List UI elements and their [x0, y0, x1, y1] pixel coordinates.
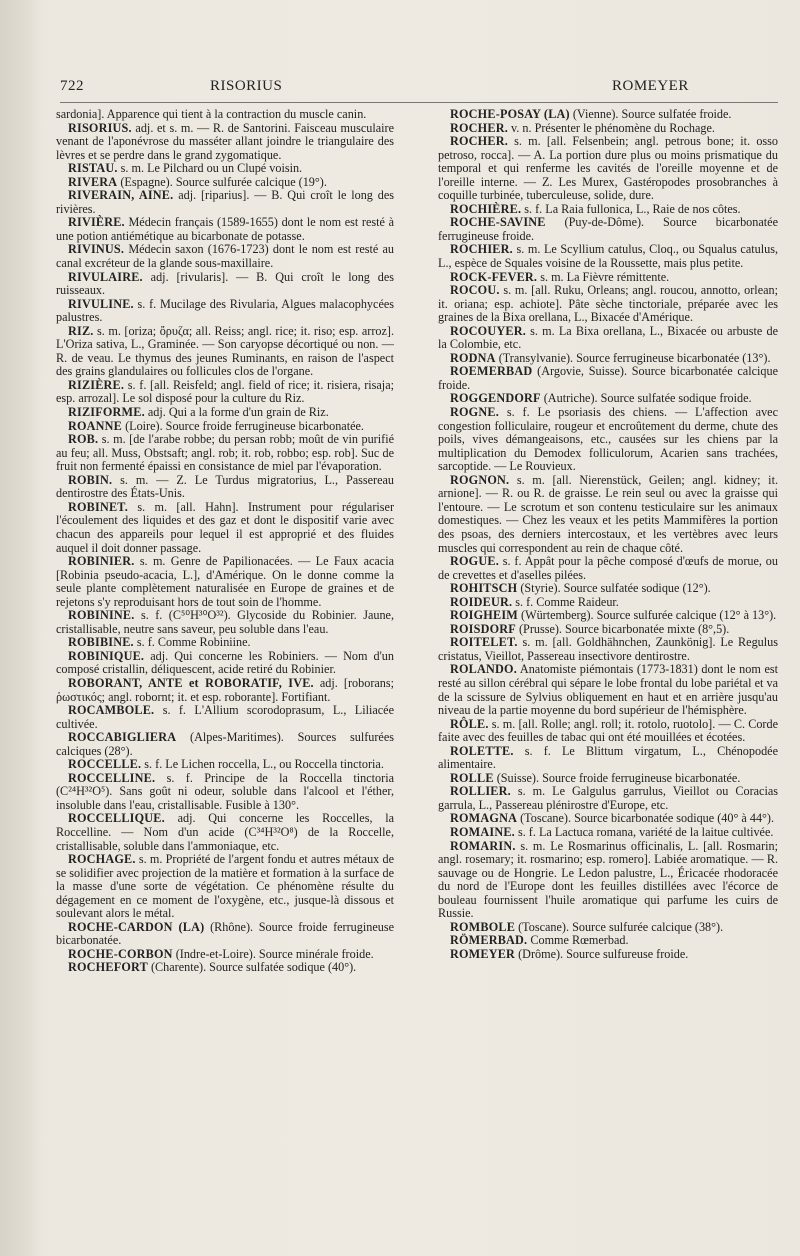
dictionary-entry [56, 961, 394, 975]
entry-headword: ROGUE. [450, 554, 499, 569]
dictionary-entry [56, 677, 394, 704]
entry-headword: ROCHEFORT [68, 960, 148, 975]
entry-definition: s. m. [oriza; ὄρυζα; all. Reiss; angl. rice; it. riso; esp. arroz]. L'Oriza sativa, L., Graminée. — Son caryopse décortiqué ou non. — R. de veau. Le thymus des jeunes Ruminants, en raison de l'aspect des grains glandulaires ou follicules clos de l'organe. [56, 323, 394, 379]
entry-definition: s. f. Le psoriasis des chiens. — L'affection avec congestion folliculaire, rougeur et encroûtement du derme, chute des poils, vives démangeaisons, etc., causées sur les chiens par la multiplication du Demodex folliculorum, Acarien sans trachées, sarcoptide. — Le Rouvieux. [438, 405, 778, 474]
dictionary-entry [438, 243, 778, 270]
entry-headword: ROCOUYER. [450, 323, 526, 338]
entry-definition: Médecin français (1589-1655) dont le nom est resté à une potion antiémétique au bicarbonate de potasse. [56, 215, 394, 243]
dictionary-entry [438, 785, 778, 812]
dictionary-entry [56, 772, 394, 813]
entry-headword: RIVULINE. [68, 296, 134, 311]
entry-definition: s. m. — Z. Le Turdus migratorius, L., Passereau dentirostre des États-Unis. [56, 472, 394, 501]
entry-headword: ROLLIER. [450, 784, 511, 799]
entry-headword: ROCCABIGLIERA [68, 730, 177, 745]
entry-headword: ROGNON. [450, 472, 510, 487]
entry-definition: (Puy-de-Dôme). Source bicarbonatée ferrugineuse froide. [438, 215, 778, 243]
dictionary-entry [438, 365, 778, 392]
entry-definition: (Transylvanie). Source ferrugineuse bicarbonatée (13°). [495, 350, 771, 365]
dictionary-entry [56, 555, 394, 609]
dictionary-entry [438, 663, 778, 717]
entry-headword: RÖMERBAD. [450, 933, 528, 948]
entry-definition: adj. Qui a la forme d'un grain de Riz. [144, 405, 329, 420]
dictionary-entry [438, 636, 778, 663]
entry-headword: ROLETTE. [450, 743, 514, 758]
entry-definition: (Suisse). Source froide ferrugineuse bicarbonatée. [493, 770, 741, 785]
entry-definition: s. f. Mucilage des Rivularia, Algues malacophycées palustres. [56, 296, 394, 325]
dictionary-entry [438, 352, 778, 366]
entry-definition: (Prusse). Source bicarbonatée mixte (8°,5). [515, 621, 730, 636]
dictionary-entry [56, 704, 394, 731]
dictionary-entry [438, 392, 778, 406]
entry-definition: s. f. [all. Reisfeld; angl. field of rice; it. risiera, risaja; esp. arrozal]. Le sol disposé pour la culture du Riz. [56, 377, 394, 406]
dictionary-entry [56, 162, 394, 176]
dictionary-entry [438, 745, 778, 772]
entry-definition: s. m. [all. Nierenstück, Geilen; angl. kidney; it. arnione]. — R. ou R. de graisse. Le rein seul ou avec la graisse qui l'entoure. — Le scrotum et son contenu testiculaire sur les animaux domestiques. — Chez les veaux et les petits Mammifères la portion des psoas, des derniers intercostaux, et les vertèbres avec leurs muscles qui correspondent au rein de chaque côté. [438, 472, 778, 555]
dictionary-entry [56, 474, 394, 501]
entry-headword: ROCHAGE. [68, 852, 136, 867]
entry-definition: (Würtemberg). Source sulfurée calcique (12° à 13°). [517, 608, 777, 623]
entry-definition: s. f. Comme Robiniine. [133, 635, 251, 650]
entry-definition: (Indre-et-Loire). Source minérale froide. [172, 946, 374, 961]
dictionary-entry [56, 636, 394, 650]
dictionary-entry [56, 420, 394, 434]
entry-headword: RIVINUS. [68, 242, 125, 257]
entry-definition: s. f. Principe de la Roccella tinctoria (C²⁴H³²O⁵). Sans goût ni odeur, soluble dans l'alcool et l'éther, insoluble dans l'eau, cristallisable. Fusible à 130°. [56, 770, 394, 812]
entry-definition: s. f. Appât pour la pêche composé d'œufs de morue, ou de crevettes et d'aselles pilées. [438, 554, 778, 582]
header-rule [60, 102, 778, 103]
entry-headword: ROBIN. [68, 472, 113, 487]
dictionary-entry [56, 758, 394, 772]
entry-definition: s. m. Genre de Papilionacées. — Le Faux acacia [Robinia pseudo-acacia, L.], d'Amérique. On le donne comme la seule plante complètement naturalisée en Europe de graines et de rejetons s'y reproduisant hors de tout soin de l'homme. [56, 554, 394, 609]
dictionary-entry [56, 650, 394, 677]
entry-headword: RIZIFORME. [68, 405, 145, 420]
entry-definition: (Argovie, Suisse). Source bicarbonatée calcique froide. [438, 364, 778, 392]
right-running-head: ROMEYER [612, 78, 689, 94]
entry-definition: s. m. La Bixa orellana, L., Bixacée ou arbuste de la Colombie, etc. [438, 323, 778, 352]
dictionary-entry [438, 203, 778, 217]
entry-headword: ROBINET. [68, 499, 128, 514]
entry-definition: (Vienne). Source sulfatée froide. [569, 107, 732, 121]
dictionary-entry [56, 325, 394, 379]
entry-headword: ROGNE. [450, 405, 499, 420]
entry-headword: ROBININE. [68, 608, 135, 623]
entry-headword: RISORIUS. [68, 120, 132, 135]
entry-definition: s. m. Le Pilchard ou un Clupé voisin. [117, 161, 303, 176]
entry-definition: adj. et s. m. — R. de Santorini. Faisceau musculaire venant de l'aponévrose du masséter allant joindre le triangulaire des lèvres et se perdre dans le grand zygomatique. [56, 120, 394, 162]
entry-definition: s. m. [de l'arabe robbe; du persan robb; moût de vin purifié au feu; all. Muss, Obstsaft; angl. rob; it. rob, robbo; esp. rob]. Suc de fruit non fermenté épaissi en consistance de miel par l'évaporation. [56, 432, 394, 474]
dictionary-entry [56, 271, 394, 298]
dictionary-entry [438, 108, 778, 122]
entry-headword: ROBORANT, ANTE et ROBORATIF, IVE. [68, 675, 314, 690]
dictionary-entry [438, 122, 778, 136]
dictionary-entry [56, 176, 394, 190]
entry-headword: ROCHE-SAVINE [450, 215, 546, 230]
entry-definition: s. f. La Raia fullonica, L., Raie de nos côtes. [521, 201, 741, 216]
dictionary-entry [438, 474, 778, 555]
entry-definition: (Espagne). Source sulfurée calcique (19°). [117, 174, 327, 189]
entry-headword: ROANNE [68, 418, 123, 433]
entry-headword: ROB. [68, 432, 99, 447]
entry-headword: ROMAGNA [450, 811, 518, 826]
entry-headword: RIZ. [68, 323, 94, 338]
entry-definition: (Toscane). Source sulfurée calcique (38°). [515, 919, 724, 934]
right-column [438, 108, 778, 961]
entry-headword: ROCHIER. [450, 242, 513, 257]
entry-definition: sardonia]. Apparence qui tient à la contraction du muscle canin. [56, 107, 367, 121]
entry-headword: ROCHE-CORBON [68, 946, 173, 961]
entry-headword: ROEMERBAD [450, 364, 533, 379]
binding-shadow [0, 0, 42, 1256]
dictionary-entry [438, 325, 778, 352]
entry-definition: Comme Rœmerbad. [527, 933, 629, 948]
entry-headword: ROGGENDORF [450, 391, 541, 406]
entry-headword: ROLLE [450, 770, 494, 785]
entry-definition: adj. [rivularis]. — B. Qui croît le long des ruisseaux. [56, 269, 394, 298]
dictionary-entry [438, 772, 778, 786]
entry-headword: ROCAMBOLE. [68, 703, 155, 718]
dictionary-entry [56, 406, 394, 420]
dictionary-entry [56, 189, 394, 216]
dictionary-entry [56, 243, 394, 270]
entry-headword: RIVULAIRE. [68, 269, 143, 284]
left-running-head: RISORIUS [210, 78, 283, 94]
entry-definition: (Drôme). Source sulfureuse froide. [515, 946, 689, 961]
entry-definition: s. f. Le Blittum virgatum, L., Chénopodée alimentaire. [438, 743, 778, 772]
entry-definition: adj. Qui concerne les Robiniers. — Nom d'un composé cristallin, déliquescent, acide retiré du Robinier. [56, 648, 394, 677]
entry-definition: s. f. L'Allium scorodoprasum, L., Liliacée cultivée. [56, 703, 394, 731]
entry-definition: (Loire). Source froide ferrugineuse bicarbonatée. [122, 418, 364, 433]
dictionary-entry [438, 812, 778, 826]
entry-definition: s. m. [all. Rolle; angl. roll; it. rotolo, ruotolo]. — C. Corde faite avec des feuilles de tabac qui ont été mouillées et écotées. [438, 716, 778, 745]
entry-definition: s. m. [all. Felsenbein; angl. petrous bone; it. osso petroso, rocca]. — A. La portion dure plus ou moins prismatique du temporal et qui renferme les cavités de l'oreille moyenne et de l'oreille interne. — Z. Les Murex, Gastéropodes prosobranches à coquille turbinée, tuberculeuse, solide, dure. [438, 134, 778, 203]
entry-headword: ROHITSCH [450, 581, 518, 596]
entry-headword: ROIDEUR. [450, 594, 513, 609]
entry-definition: (Autriche). Source sulfatée sodique froide. [540, 391, 752, 406]
entry-headword: RIVIÈRE. [68, 215, 125, 230]
entry-definition: Médecin saxon (1676-1723) dont le nom est resté au canal excréteur de la glande sous-maxillaire. [56, 242, 394, 271]
page-number: 722 [60, 78, 84, 94]
dictionary-entry [438, 135, 778, 203]
dictionary-entry [438, 840, 778, 921]
dictionary-entry [438, 582, 778, 596]
entry-definition: s. m. [all. Goldhähnchen, Zaunkönig]. Le Regulus cristatus, Vieillot, Passereau insectivore dentirostre. [438, 635, 778, 663]
entry-headword: ROCHE-CARDON (LA) [68, 919, 205, 934]
entry-definition: s. m. Propriété de l'argent fondu et autres métaux de se solidifier avec projection de la matière et formation à la surface de la masse d'une sorte de végétation. Ce phénomène résulte du dégagement en ce moment de l'oxygène, etc., jusque-là dissous et soulevant alors le métal. [56, 852, 394, 921]
dictionary-entry [56, 379, 394, 406]
dictionary-entry [438, 216, 778, 243]
entry-definition: adj. Qui concerne les Roccelles, la Roccelline. — Nom d'un acide (C³⁴H³²O⁸) de la Roccelle, cristallisable, soluble dans l'ammoniaque, etc. [56, 811, 394, 853]
entry-headword: ROCHIÈRE. [450, 201, 522, 216]
entry-definition: (Alpes-Maritimes). Sources sulfurées calciques (28°). [56, 730, 394, 758]
dictionary-entry [438, 596, 778, 610]
entry-headword: ROCCELLE. [68, 757, 142, 772]
entry-definition: (Rhône). Source froide ferrugineuse bicarbonatée. [56, 919, 394, 948]
entry-definition: s. m. Le Galgulus garrulus, Vieillot ou Coracias garrula, L., Passereau plénirostre d'Europe, etc. [438, 784, 778, 812]
entry-definition: adj. [riparius]. — B. Qui croît le long des rivières. [56, 188, 394, 216]
dictionary-entry [56, 812, 394, 853]
dictionary-entry [56, 433, 394, 474]
left-column [56, 108, 394, 975]
entry-headword: ROISDORF [450, 621, 516, 636]
entry-definition: (Toscane). Source bicarbonatée sodique (40° à 44°). [517, 811, 775, 826]
entry-headword: ROCOU. [450, 283, 500, 298]
entry-headword: ROCCELLINE. [68, 770, 156, 785]
dictionary-entry [56, 853, 394, 921]
entry-headword: ROCHER. [450, 134, 508, 149]
dictionary-entry [438, 623, 778, 637]
dictionary-entry [438, 609, 778, 623]
dictionary-entry [56, 501, 394, 555]
dictionary-entry [56, 948, 394, 962]
entry-definition: (Charente). Source sulfatée sodique (40°). [147, 960, 357, 975]
entry-headword: ROBINIQUE. [68, 648, 145, 663]
dictionary-entry [56, 298, 394, 325]
entry-definition: s. f. Comme Raideur. [512, 594, 619, 609]
entry-definition: s. f. (C⁵⁰H³⁰O³²). Glycoside du Robinier. Jaune, cristallisable, neutre sans saveur, peu soluble dans l'eau. [56, 608, 394, 636]
entry-definition: s. m. La Fièvre rémittente. [537, 269, 670, 284]
dictionary-entry [438, 555, 778, 582]
entry-definition: Anatomiste piémontais (1773-1831) dont le nom est resté au sillon cérébral qui sépare le lobe frontal du lobe pariétal et va de la scissure de Sylvius obliquement en haut et en arrière jusqu'au niveau de la partie moyenne du bord supérieur de l'hémisphère. [438, 662, 778, 718]
running-header [60, 78, 776, 100]
entry-definition: (Styrie). Source sulfatée sodique (12°). [517, 581, 711, 596]
dictionary-entry [438, 718, 778, 745]
entry-headword: ROMAINE. [450, 824, 515, 839]
entry-headword: RÔLE. [450, 716, 489, 731]
entry-definition: s. m. Le Scyllium catulus, Cloq., ou Squalus catulus, L., espèce de Squales voisine de la Roussette, mais plus petite. [438, 242, 778, 271]
dictionary-entry [56, 108, 394, 122]
dictionary-entry [438, 406, 778, 474]
entry-headword: ROBINIER. [68, 554, 135, 569]
entry-headword: RIVERAIN, AINE. [68, 188, 174, 203]
dictionary-entry [56, 731, 394, 758]
entry-definition: s. m. [all. Hahn]. Instrument pour régulariser l'écoulement des liquides et des gaz et dont le dispositif varie avec chacun des appareils pour lequel il est approprié et des fluides auquel il doit donner passage. [56, 499, 394, 555]
entry-definition: s. f. Le Lichen roccella, L., ou Roccella tinctoria. [141, 757, 384, 772]
entry-definition: s. m. Le Rosmarinus officinalis, L. [all. Rosmarin; angl. rosemary; it. rosmarino; esp. romero]. Labiée aromatique. — R. sauvage ou de Hongrie. Le Ledon palustre, L., Éricacée rhodoracée du nord de l'Europe dont les feuilles distillées avec l'écorce de bouleau fournissent l'huile aromatique qui parfume les cuirs de Russie. [438, 838, 778, 921]
entry-definition: s. m. [all. Ruku, Orleans; angl. roucou, annotto, orlean; it. oriana; esp. achiote]. Pâte sèche tinctoriale, préparée avec les graines de la Bixa orellana, L., Bixacée d'Amérique. [438, 283, 778, 325]
dictionary-entry [56, 122, 394, 163]
dictionary-entry [438, 948, 778, 962]
entry-headword: ROITELET. [450, 635, 518, 650]
entry-headword: ROCHE-POSAY (LA) [450, 107, 570, 121]
entry-headword: ROCK-FEVER. [450, 269, 538, 284]
entry-headword: RODNA [450, 350, 496, 365]
entry-headword: RIVERA [68, 174, 118, 189]
entry-definition: s. f. La Lactuca romana, variété de la laitue cultivée. [514, 824, 774, 839]
dictionary-entry [56, 921, 394, 948]
dictionary-entry [56, 609, 394, 636]
entry-definition: adj. [roborans; ῥωστικός; angl. robornt; it. et esp. roborante]. Fortifiant. [56, 675, 395, 704]
entry-headword: ROMARIN. [450, 838, 516, 853]
entry-headword: RISTAU. [68, 161, 118, 176]
entry-headword: ROLANDO. [450, 662, 517, 677]
dictionary-entry [438, 284, 778, 325]
dictionary-entry [438, 934, 778, 948]
entry-headword: ROCHER. [450, 120, 508, 135]
entry-headword: ROCCELLIQUE. [68, 811, 165, 826]
entry-definition: v. n. Présenter le phénomène du Rochage. [507, 120, 715, 135]
entry-headword: RIZIÈRE. [68, 377, 125, 392]
entry-headword: ROMBOLE [450, 919, 516, 934]
entry-headword: ROIGHEIM [450, 608, 518, 623]
dictionary-entry [56, 216, 394, 243]
dictionary-entry [438, 271, 778, 285]
entry-headword: ROBIBINE. [68, 635, 134, 650]
dictionary-entry [438, 826, 778, 840]
entry-headword: ROMEYER [450, 946, 516, 961]
